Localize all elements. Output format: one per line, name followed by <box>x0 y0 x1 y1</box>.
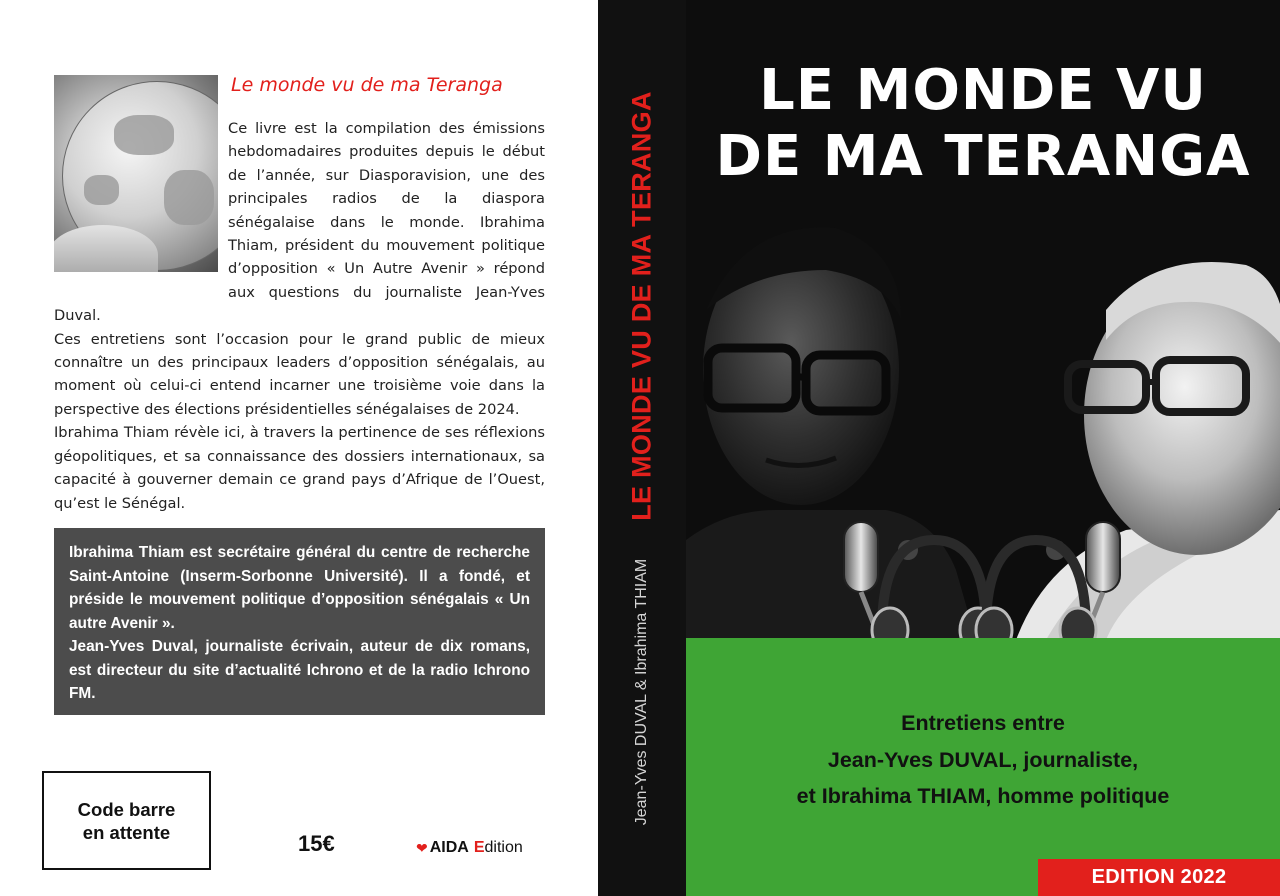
title-line: DE MA TERANGA <box>715 124 1251 189</box>
front-cover-subtitle <box>686 705 1280 815</box>
bio-paragraph: Jean-Yves Duval, journaliste écrivain, auteur de dix romans, est directeur du site d’actualité Ichrono et de la radio Ichrono FM. <box>69 638 530 702</box>
spine-authors: Jean-Yves DUVAL & Ibrahima THIAM <box>633 558 650 826</box>
heart-icon: ❤ <box>416 839 428 856</box>
barcode-text: Code barre <box>77 798 176 820</box>
intro-paragraph: Ces entretiens sont l’occasion pour le grand public de mieux connaître un des principaux leaders d’opposition sénégalais, au moment où celui-ci entend incarner une troisième voie dans la perspective des élections présidentielles sénégalaises de 2024. <box>54 330 545 418</box>
bio-paragraph: Ibrahima Thiam est secrétaire général du centre de recherche Saint-Antoine (Inserm-Sorbonne Université). Il a fondé, et préside le mouvement politique d’opposition sénégalais « Un autre Avenir ». <box>69 544 530 632</box>
publisher-name: AIDA <box>429 839 469 856</box>
back-cover-title: Le monde vu de ma Teranga <box>231 74 503 96</box>
title-line: LE MONDE VU <box>759 58 1207 123</box>
price: 15€ <box>298 831 335 856</box>
edition-badge: EDITION 2022 <box>1038 859 1280 896</box>
publisher-logo <box>416 839 523 857</box>
subtitle-line: et Ibrahima THIAM, homme politique <box>796 784 1170 808</box>
front-cover-title <box>686 58 1280 190</box>
intro-paragraph: Ibrahima Thiam révèle ici, à travers la pertinence de ses réflexions géopolitiques, et sa connaissance des dossiers internationaux, sa capacité à gouverner demain ce grand pays d’Afrique de l’Ouest, qu’est le Sénégal. <box>54 424 545 512</box>
subtitle-line: Jean-Yves DUVAL, journaliste, <box>827 747 1139 772</box>
spine <box>598 0 686 896</box>
publisher-suffix-initial: E <box>473 839 485 856</box>
barcode-placeholder <box>42 771 211 870</box>
subtitle-line: Entretiens entre <box>901 711 1065 735</box>
publisher-suffix: dition <box>484 839 523 856</box>
author-bio-box <box>54 528 545 715</box>
barcode-text: en attente <box>82 821 171 843</box>
authors-photo <box>686 210 1280 640</box>
portrait-left <box>686 227 976 640</box>
spine-title: LE MONDE VU DE MA TERANGA <box>626 91 657 521</box>
intro-text <box>54 117 545 515</box>
front-cover <box>686 0 1280 896</box>
image-wrap-spacer <box>54 117 228 282</box>
portrait-right <box>1016 262 1280 640</box>
back-cover <box>0 0 598 896</box>
intro-paragraph: Ce livre est la compilation des émissions hebdomadaires produites depuis le début de l’année, sur Diasporavision, une des principales radios de la diaspora sénégalaise dans le monde. Ibrahima Thiam, président du mouvement politique d’opposition « Un Autre Avenir » répond aux questions du journaliste Jean-Yves Duval. <box>54 120 545 325</box>
